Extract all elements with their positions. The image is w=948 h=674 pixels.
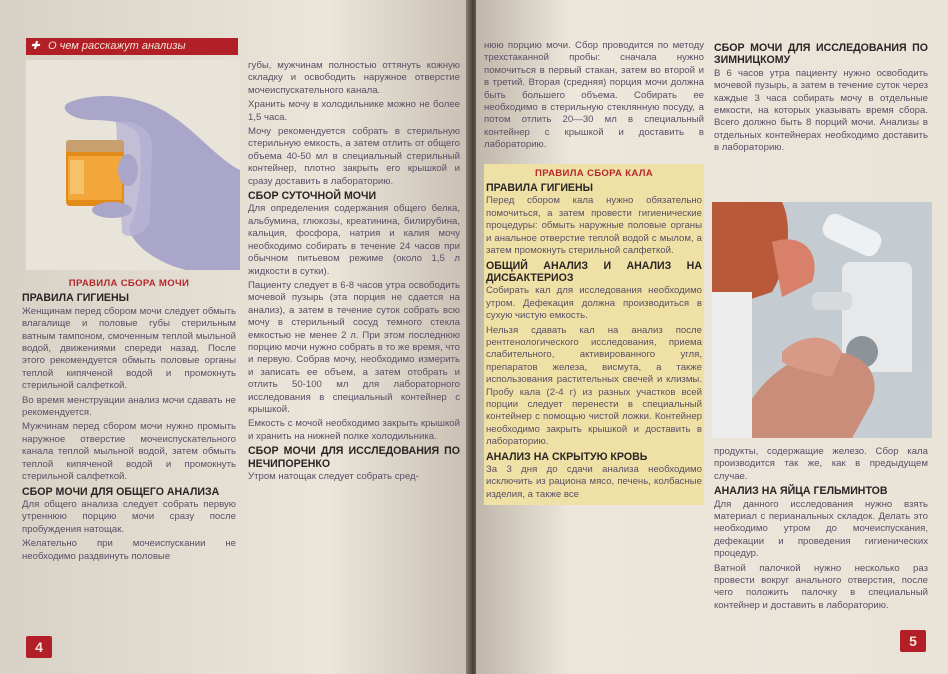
zimnitsky-heading: СБОР МОЧИ ДЛЯ ИССЛЕДОВАНИЯ ПО ЗИМНИЦКОМУ [714, 42, 928, 67]
paragraph: За 3 дня до сдачи анализа необходимо исключить из рациона мясо, печень, колбасные изделия, а также все [486, 464, 702, 500]
paragraph: Для определения содержания общего белка, альбумина, глюкозы, креатинина, билирубина, кальция, фосфора, натрия и калия мочу необходимо собирать в течение 24 часов при обычном питьевом режиме (около 1,5 л жидкости в сутки). [248, 203, 460, 277]
paragraph: продукты, содержащие железо. Сбор кала производится так же, как в предыдущем случае. [714, 446, 928, 482]
urine-rules-heading: ПРАВИЛА СБОРА МОЧИ [68, 278, 190, 289]
paragraph: Хранить мочу в холодильнике можно не более 1,5 часа. [248, 99, 460, 123]
paragraph: Во время менструации анализ мочи сдавать не рекомендуется. [22, 394, 236, 419]
paragraph: Нельзя сдавать кал на анализ после рентгенологического исследования, приема слабительного, активированного угля, препаратов железа, висмута, а также использования растительных свечей и клизмы. Пробу кала (2-4 г) из разных участков всей порции следует перенести в специальный контейнер с помощью чистой ложки. Контейнер необходимо закрыть крышкой и доставить в лабораторию. [486, 324, 702, 448]
right-column-1 [484, 40, 704, 505]
right-page [476, 0, 948, 674]
hand-container-illustration [26, 60, 240, 270]
left-column-2 [248, 60, 460, 485]
section-banner [26, 38, 238, 55]
paragraph: Мочу рекомендуется собрать в стерильную стерильную емкость, а затем отлить от общего объема 40-50 мл в специальный стерильный контейнер, плотно закрыть его крышкой и сразу доставить в лабораторию. [248, 126, 460, 187]
paragraph: Для общего анализа следует собрать первую утреннюю порцию мочи сразу после пробуждения натощак. [22, 498, 236, 535]
daily-urine-heading: СБОР СУТОЧНОЙ МОЧИ [248, 190, 377, 203]
paragraph: Пациенту следует в 6-8 часов утра освободить мочевой пузырь (эта порция не сдается на анализ), а затем в течение суток собрать всю мочу в стерильный сосуд темного стекла емкостью не менее 2 л. При этом последнюю порцию мочи нужно собрать в то же время, что и первую. Собрав мочу, необходимо измерить и записать ее объем, а затем отобрать и отлить 50-100 мл для лабораторного исследования в специальный контейнер с крышкой. [248, 279, 460, 415]
cross-icon: ✚ [30, 40, 40, 52]
paragraph: Женщинам перед сбором мочи следует обмыть влагалище и половые губы стерильным ватным тампоном, смоченным теплой мыльной водой, движениями спереди назад. После этого рекомендуется обмыть половые органы теплой кипяченой водой и промокнуть стерильной салфеткой. [22, 305, 236, 392]
general-analysis-heading: СБОР МОЧИ ДЛЯ ОБЩЕГО АНАЛИЗА [22, 485, 220, 498]
hygiene-heading: ПРАВИЛА ГИГИЕНЫ [22, 292, 130, 305]
right-column-2-lower [714, 446, 928, 614]
paragraph: нюю порцию мочи. Сбор проводится по методу трехстаканной пробы: сначала нужно помочиться в первый стакан, затем во второй и в третий. Вторая (средняя) порция мочи должна быть большего объема. Собирать ее необходимо в стерильную стеклянную посуду, а потом отлить 20—30 мл в специальный контейнер с крышкой и доставить в лабораторию. [484, 40, 704, 151]
paragraph: Утром натощак следует собрать сред- [248, 471, 419, 482]
hand-with-container-photo [26, 60, 240, 270]
paragraph: В 6 часов утра пациенту нужно освободить мочевой пузырь, а затем в течение суток через каждые 3 часа собирать мочу в отдельные емкости, на которых указывать время сбора. Всего должно быть 8 порций мочи. Анализы в отдельных контейнерах необходимо доставить в лабораторию. [714, 67, 928, 154]
left-page [0, 0, 470, 674]
occult-blood-heading: АНАЛИЗ НА СКРЫТУЮ КРОВЬ [486, 450, 648, 463]
paragraph: Емкость с мочой необходимо закрыть крышкой и хранить на нижней полке холодильника. [248, 418, 460, 442]
lab-microscope-illustration [712, 202, 932, 438]
paragraph: Собирать кал для исследования необходимо утром. Дефекация должна производиться в сухую чистую емкость. [486, 285, 702, 322]
left-column-1 [22, 276, 236, 565]
page-number-left: 4 [26, 636, 52, 658]
paragraph: Для данного исследования нужно взять материал с перианальных складок. Делать это необходимо утром до мочеиспускания, дефекации и проведения гигиенических процедур. [714, 498, 928, 560]
hygiene-heading: ПРАВИЛА ГИГИЕНЫ [486, 182, 594, 195]
microscope-photo [712, 202, 932, 438]
paragraph: губы, мужчинам полностью оттянуть кожную складку и освободить наружное отверстие мочеиспускательного канала. [248, 60, 460, 96]
paragraph: Ватной палочкой нужно несколько раз провести вокруг анального отверстия, после чего положить палочку в специальный контейнер и доставить в лабораторию. [714, 562, 928, 611]
paragraph: Желательно при мочеиспускании не необходимо раздвинуть половые [22, 538, 236, 562]
section-title: О чем расскажут анализы [48, 40, 186, 52]
page-number-right: 5 [900, 630, 926, 652]
paragraph: Мужчинам перед сбором мочи нужно промыть наружное отверстие мочеиспускательного канала теплой мыльной водой, затем обмыть теплой кипяченой водой и промокнуть стерильной салфеткой. [22, 421, 236, 483]
right-column-2 [714, 40, 928, 157]
dysbacteriosis-heading: ОБЩИЙ АНАЛИЗ И АНАЛИЗ НА ДИСБАКТЕРИОЗ [486, 259, 702, 284]
helminth-heading: АНАЛИЗ НА ЯЙЦА ГЕЛЬМИНТОВ [714, 485, 888, 498]
highlighted-block [484, 164, 704, 506]
nechiporenko-heading: СБОР МОЧИ ДЛЯ ИССЛЕДОВАНИЯ ПО НЕЧИПОРЕНКО [248, 445, 460, 470]
paragraph: Перед сбором кала нужно обязательно помочиться, а затем провести гигиенические процедуры: обмыть наружные половые органы и анальное отверстие теплой водой с мылом, а затем промокнуть стерильной салфеткой. [486, 195, 702, 257]
stool-rules-heading: ПРАВИЛА СБОРА КАЛА [535, 167, 653, 179]
